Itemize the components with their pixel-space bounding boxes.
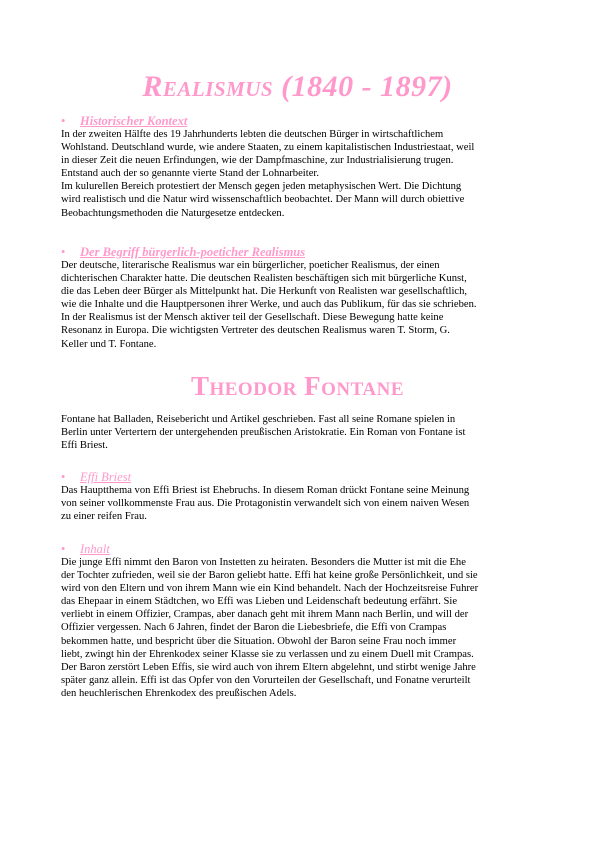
text-line: wird von den Eltern und von ihrem Mann wie ein Kind behandelt. Nach der Hochzeitsreise Fuhrer <box>61 583 479 595</box>
text-line: Beobachtungsmethoden die Naturgesetze entdecken. <box>61 207 285 219</box>
bullet-icon: • <box>61 542 66 556</box>
text-line: Effi Briest. <box>61 440 108 452</box>
heading-label: Historischer Kontext <box>80 114 188 128</box>
paragraph-der-begriff <box>61 259 539 351</box>
text-line: zu einer reifen Frau. <box>61 511 147 523</box>
text-line: in dieser Zeit die neuen Erfindungen, wie der Dampfmaschine, zur Industrialisierung trugen. <box>61 155 454 167</box>
text-line: verliebt in einem Offizier, Crampas, aber danach geht mit ihrem Mann nach Berlin, und will der <box>61 609 469 621</box>
bullet-icon: • <box>61 470 66 484</box>
text-line: später ganz allein. Effi ist das Opfer von den Vorurteilen der Gesellschaft, und Fonatne verurteilt <box>61 674 471 686</box>
heading-der-begriff <box>61 245 305 259</box>
text-line: Wohlstand. Deutschland wurde, wie andere Staaten, zu einem kapitalistischen Industriestaat, weil <box>61 142 475 154</box>
text-line: das Ehepaar in einem Städtchen, wo Effi was Lieben und Leidenschaft bedeutung erfährt. Sie <box>61 596 458 608</box>
text-line: von seiner vollkommenste Frau aus. Die Protagonistin verwandelt sich von einem naiven Wesen <box>61 498 470 510</box>
text-line: Der deutsche, literarische Realismus war ein bürgerlicher, poeticher Realismus, der einen <box>61 260 440 271</box>
text-line: Entstand auch der so genannte vierte Stand der Lohnarbeiter. <box>61 168 319 180</box>
text-line: Fontane hat Balladen, Reisebericht und Artikel geschrieben. Fast all seine Romane spielen in <box>61 414 456 425</box>
paragraph-theodor-fontane <box>61 413 539 452</box>
heading-label: Inhalt <box>80 542 110 556</box>
text-line: In der zweiten Hälfte des 19 Jahrhunderts lebten die deutschen Bürger in wirtschaftlichem <box>61 129 444 140</box>
section-title-theodor-fontane: Theodor Fontane <box>190 371 405 401</box>
heading-label: Der Begriff bürgerlich-poeticher Realismus <box>80 245 306 259</box>
heading-label: Effi Briest <box>80 470 132 484</box>
paragraph-historischer-kontext <box>61 128 539 220</box>
text-line: Berlin unter Vertertern der untergehenden preußischen Aristokratie. Ein Roman von Fontane ist <box>61 427 466 439</box>
text-line: Resonanz in Europa. Die wichtigsten Vertreter des deutschen Realismus waren T. Storm, G. <box>61 325 450 337</box>
text-line: Der Baron zerstört Leben Effis, sie wird auch von ihrem Eltern abgelehnt, und stirbt wenige Jahre <box>61 661 476 673</box>
text-line: Im kulurellen Bereich protestiert der Mensch gegen jeden metaphysischen Wert. Die Dichtung <box>61 181 462 193</box>
heading-inhalt <box>61 542 110 556</box>
text-line: Keller und T. Fontane. <box>61 338 157 350</box>
text-line: der Tochter zufrieden, weil sie der Baron geliebt hatte. Effi hat keine große Persönlichkeit, und sie <box>61 570 478 582</box>
text-line: bekommen hatte, und bespricht über die Situation. Obwohl der Baron seine Frau noch immer <box>61 635 457 647</box>
text-line: den heuchlerischen Ehrenkodex des preußischen Adels. <box>61 687 297 699</box>
text-line: wie die Inhalte und die Hauptpersonen ihrer Werke, und auch das Publikum, für das sie schrieben. <box>61 299 477 311</box>
text-line: dichterischen Charakter hatte. Die deutschen Realisten beschäftigen sich mit bürgerliche Kunst, <box>61 273 467 285</box>
bullet-icon: • <box>61 114 66 128</box>
text-line: In der Realismus ist der Mensch aktiver teil der Gesellschaft. Diese Bewegung hatte keine <box>61 312 444 324</box>
text-line: Das Hauptthema von Effi Briest ist Ehebruchs. In diesem Roman drückt Fontane seine Meinung <box>61 485 470 496</box>
heading-historischer-kontext <box>61 114 187 128</box>
text-line: wird realistisch und die Natur wird wissenschaftlich beobachtet. Der Mann will durch obiettive <box>61 194 465 206</box>
text-line: Offizier vergessen. Nach 6 Jahren, findet der Baron die Liebesbriefe, die Effi von Crampas <box>61 622 447 634</box>
heading-effi-briest <box>61 470 131 484</box>
page-title: Realismus (1840 - 1897) <box>142 70 453 103</box>
text-line: Die junge Effi nimmt den Baron von Instetten zu heiraten. Besonders die Mutter ist mit die Ehe <box>61 557 466 568</box>
text-line: die das Leben deer Bürger als Mittelpunkt hat. Die Herkunft von Realisten war gesellschaftlich, <box>61 286 468 298</box>
bullet-icon: • <box>61 245 66 259</box>
paragraph-inhalt <box>61 556 539 700</box>
text-line: liebt, zwingt hin der Ehrenkodex seiner Klasse sie zu verlassen und zu einem Duell mit Crampas. <box>61 648 474 660</box>
paragraph-effi-briest <box>61 484 539 523</box>
